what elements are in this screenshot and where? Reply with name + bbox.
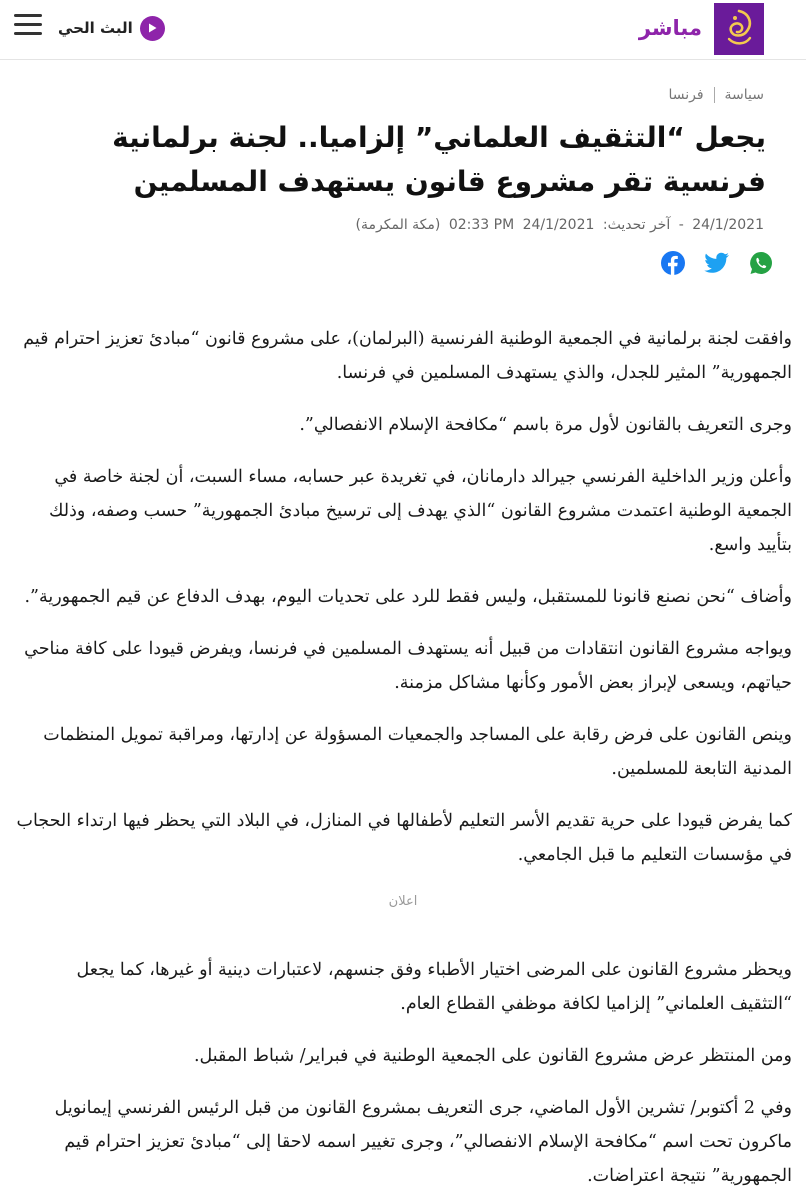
article-paragraph: وفي 2 أكتوبر/ تشرين الأول الماضي، جرى التعريف بمشروع القانون من قبل الرئيس الفرنسي إيمانويل ماكرون تحت اسم “مكافحة الإسلام الانفصالي”، وجرى تغيير اسمه لاحقا إلى “مبادئ تعزيز احترام قيم الجمهورية” نتيجة اعتراضات. bbox=[54, 1098, 792, 1186]
updated-time: 02:33 PM bbox=[448, 217, 515, 233]
timezone-label: (مكة المكرمة) bbox=[355, 217, 441, 233]
updated-date: 24/1/2021 bbox=[522, 217, 595, 233]
whatsapp-icon[interactable] bbox=[746, 248, 776, 278]
article-title: يجعل “التثقيف العلماني” إلزاميا.. لجنة برلمانية فرنسية تقر مشروع قانون يستهدف المسلمين bbox=[112, 121, 766, 198]
facebook-icon[interactable] bbox=[658, 248, 688, 278]
hamburger-menu-icon[interactable] bbox=[14, 14, 42, 36]
aljazeera-logo-icon[interactable] bbox=[714, 3, 764, 55]
article-paragraph: ومن المنتظر عرض مشروع القانون على الجمعية الوطنية في فبراير/ شباط المقبل. bbox=[193, 1046, 792, 1066]
article-body bbox=[14, 322, 792, 1200]
live-stream-button[interactable] bbox=[58, 14, 165, 42]
article-paragraph: ويواجه مشروع القانون انتقادات من قبيل أنه يستهدف المسلمين في فرنسا، ويفرض قيودا على كافة مناحي حياتهم، ويسعى لإبراز بعض الأمور وكأنها مشاكل مزمنة. bbox=[24, 639, 792, 693]
breadcrumb-divider bbox=[714, 87, 715, 103]
breadcrumb-item-france[interactable]: فرنسا bbox=[668, 87, 704, 103]
article-paragraph: وجرى التعريف بالقانون لأول مرة باسم “مكافحة الإسلام الانفصالي”. bbox=[299, 415, 792, 435]
live-stream-label: البث الحي bbox=[58, 19, 133, 37]
article-paragraph: ويحظر مشروع القانون على المرضى اختيار الأطباء وفق جنسهم، لاعتبارات دينية أو غيرها، كما يجعل “التثقيف العلماني” إلزاميا لكافة موظفي القطاع العام. bbox=[76, 960, 792, 1014]
site-header bbox=[0, 0, 806, 60]
share-bar bbox=[658, 248, 776, 278]
ad-label: اعلان bbox=[388, 894, 418, 909]
breadcrumb bbox=[668, 84, 764, 106]
brand-live-label[interactable]: مباشر bbox=[638, 16, 702, 40]
article-paragraph: وأضاف “نحن نصنع قانونا للمستقبل، وليس فقط للرد على تحديات اليوم، بهدف الدفاع عن قيم الجمهورية”. bbox=[24, 587, 792, 607]
article-paragraph: وينص القانون على فرض رقابة على المساجد والجمعيات المسؤولة عن إدارتها، ومراقبة تمويل المنظمات المدنية التابعة للمسلمين. bbox=[43, 725, 792, 779]
play-icon bbox=[140, 16, 165, 41]
article-paragraph: وأعلن وزير الداخلية الفرنسي جيرالد دارمانان، في تغريدة عبر حسابه، مساء السبت، أن لجنة خاصة في الجمعية الوطنية اعتمدت مشروع القانون “الذي يهدف إلى ترسيخ مبادئ الجمهورية” حسب وصفه، وذلك بتأييد واسع. bbox=[49, 467, 792, 555]
updated-label: آخر تحديث: bbox=[602, 217, 671, 233]
published-date: 24/1/2021 bbox=[692, 217, 764, 233]
breadcrumb-item-politics[interactable]: سياسة bbox=[724, 87, 764, 103]
article-meta bbox=[352, 217, 764, 239]
twitter-icon[interactable] bbox=[702, 248, 732, 278]
article-paragraph: كما يفرض قيودا على حرية تقديم الأسر التعليم لأطفالها في المنازل، في البلاد التي يحظر فيها ارتداء الحجاب في مؤسسات التعليم ما قبل الجامعي. bbox=[16, 811, 792, 865]
article-paragraph: وافقت لجنة برلمانية في الجمعية الوطنية الفرنسية (البرلمان)، على مشروع قانون “مبادئ تعزيز احترام قيم الجمهورية” المثير للجدل، والذي يستهدف المسلمين في فرنسا. bbox=[23, 329, 792, 383]
meta-separator: - bbox=[678, 217, 684, 233]
